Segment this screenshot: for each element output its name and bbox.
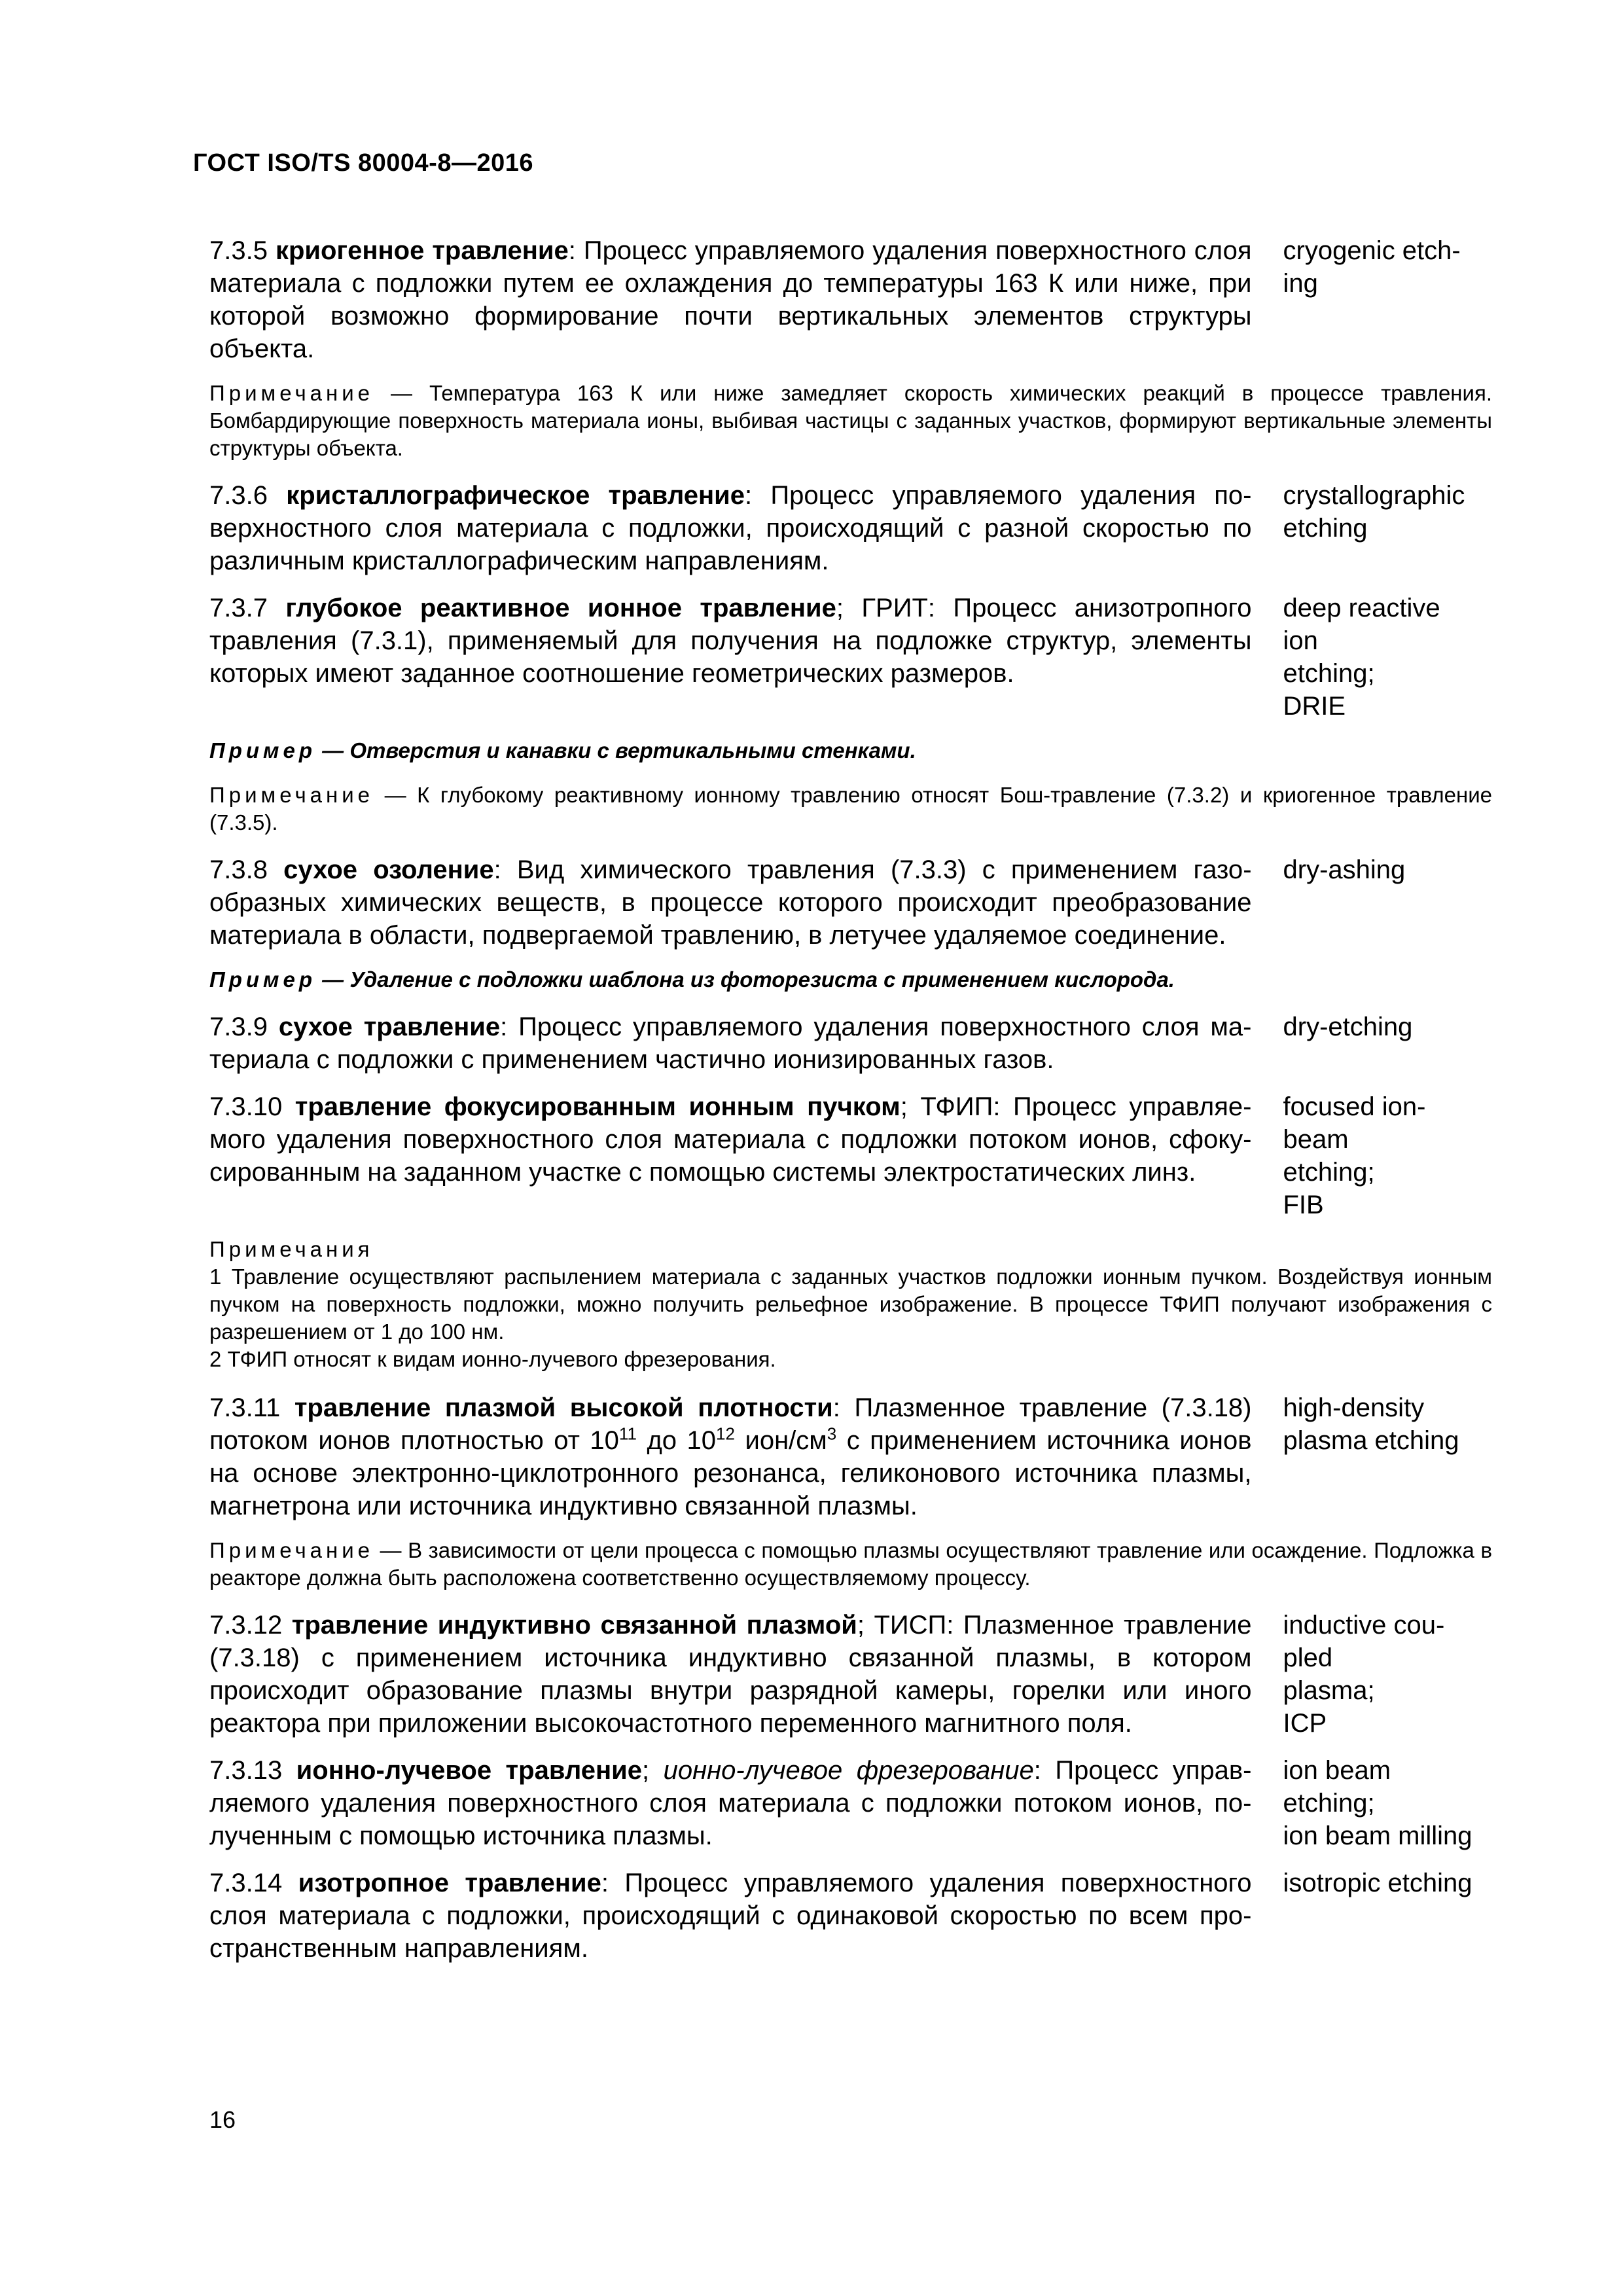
term-synonym: ионно-лучевое фрезерование: [663, 1756, 1034, 1785]
term-english: high-density plasma etching: [1283, 1393, 1459, 1455]
example-label: Пример: [209, 967, 316, 992]
note-dash: —: [374, 381, 430, 405]
note-label: Примечание: [209, 381, 374, 405]
example-7-3-7: [209, 737, 1492, 764]
exponent-11: 11: [618, 1424, 637, 1444]
term-text-b: до 10: [636, 1426, 717, 1455]
term-name: травление фокусированным ионным пучком: [294, 1092, 901, 1121]
note-text: В зависимости от цели процесса с помощью плазмы осуществляют травление или осаждение. Подложка в реакторе должна быть расположена соответственно осуществляемому процессу.: [209, 1538, 1492, 1590]
note-dash: —: [374, 1538, 408, 1562]
example-dash: —: [315, 967, 350, 992]
term-definition: [209, 234, 1252, 365]
term-entry-7-3-9: [209, 1011, 1492, 1076]
term-definition: [209, 1011, 1252, 1076]
document-body: [209, 234, 1492, 1979]
notes-label: Примечания: [209, 1237, 374, 1261]
term-text-a: : Плазменное травление (7.3.18) потоком ионов плотностью от 10: [209, 1393, 1252, 1455]
term-definition: [209, 1609, 1252, 1740]
term-definition: [209, 1867, 1252, 1965]
term-number: 7.3.10: [209, 1092, 283, 1121]
term-name: кристаллографическое травление: [286, 481, 745, 510]
term-text: : Процесс управляемого удаления поверхностного слоя материала с подложки с применением частично ионизированных газов.: [209, 1013, 1252, 1074]
term-definition: [209, 592, 1252, 690]
term-entry-7-3-7: [209, 592, 1492, 723]
example-text: Отверстия и канавки с вертикальными стенками.: [349, 738, 916, 762]
example-text: Удаление с подложки шаблона из фоторезиста с применением кислорода.: [349, 967, 1175, 992]
term-text: ; ТФИП: Процесс управляемого удаления поверхностного слоя материала с подложки потоком ионов, сфокусированным на заданном участке с помощью системы электростатических линз.: [209, 1092, 1252, 1187]
term-name: травление плазмой высокой плотности: [294, 1393, 833, 1422]
term-definition: [209, 1754, 1252, 1852]
term-entry-7-3-8: [209, 853, 1492, 952]
exponent-3: 3: [827, 1424, 837, 1444]
term-number: 7.3.13: [209, 1756, 283, 1785]
term-entry-7-3-5: [209, 234, 1492, 365]
note-text: Температура 163 К или ниже замедляет скорость химических реакций в процессе травления. Бомбардирующие поверхность материала ионы, выбивая частицы с заданных участков, формируют вертикальные элементы структуры объекта.: [209, 381, 1493, 460]
note-dash: —: [374, 783, 418, 807]
note-label: Примечание: [209, 1538, 374, 1562]
term-name: глубокое реактивное ионное травление: [285, 594, 836, 622]
term-number: 7.3.11: [209, 1393, 281, 1422]
term-text: : Вид химического травления (7.3.3) с применением газообразных химических веществ, в процессе которого происходит преобразование материала в области, подвергаемой травлению, в летучее удаляемое соединение.: [209, 855, 1252, 950]
note-7-3-11: [209, 1537, 1492, 1592]
exponent-12: 12: [716, 1424, 735, 1444]
term-number: 7.3.7: [209, 594, 268, 622]
term-english: focused ion- beam etching; FIB: [1283, 1092, 1426, 1219]
term-english: cryogenic etch- ing: [1283, 236, 1461, 298]
term-name: ионно-лучевое травление: [296, 1756, 643, 1785]
term-name: криогенное травление: [275, 236, 569, 265]
term-definition: [209, 853, 1252, 952]
term-text: : Процесс управляемого удаления поверхностного слоя материала с подложки путем ее охлаждения до температуры 163 К или ниже, при которой возможно формирование почти вертикальных элементов структуры объекта.: [209, 236, 1252, 363]
term-number: 7.3.6: [209, 481, 268, 510]
term-number: 7.3.5: [209, 236, 268, 265]
term-english: dry-ashing: [1283, 855, 1406, 884]
term-text-c: ион/см: [734, 1426, 827, 1455]
term-number: 7.3.14: [209, 1869, 283, 1897]
term-definition: [209, 479, 1252, 577]
note-7-3-5: [209, 380, 1492, 462]
term-entry-7-3-10: [209, 1090, 1492, 1221]
term-english: dry-etching: [1283, 1013, 1413, 1041]
term-text: : Процесс управляемого удаления поверхностного слоя материала с подложки потоком ионов, полученным с помощью источника плазмы.: [209, 1756, 1252, 1850]
term-english: isotropic etching: [1283, 1869, 1472, 1897]
term-entry-7-3-13: [209, 1754, 1492, 1852]
term-text: : Процесс управляемого удаления поверхностного слоя материала с подложки, происходящий с одинаковой скоростью по всем пространственным направлениям.: [209, 1869, 1252, 1963]
term-name: травление индуктивно связанной плазмой: [291, 1611, 857, 1640]
term-english: crystallographic etching: [1283, 481, 1465, 543]
term-name: сухое озоление: [283, 855, 494, 884]
term-text: ; ТИСП: Плазменное травление (7.3.18) с применением источника индуктивно связанной плазмы, в котором происходит образование плазмы внутри разрядной камеры, горелки или иного реактора при приложении высокочастотного переменного магнитного поля.: [209, 1611, 1252, 1738]
note-item-2: 2 ТФИП относят к видам ионно-лучевого фрезерования.: [209, 1347, 776, 1371]
term-entry-7-3-12: [209, 1609, 1492, 1740]
example-label: Пример: [209, 738, 316, 762]
term-entry-7-3-14: [209, 1867, 1492, 1965]
note-text: К глубокому реактивному ионному травлению относят Бош-травление (7.3.2) и криогенное травление (7.3.5).: [209, 783, 1492, 834]
term-english: deep reactive ion etching; DRIE: [1283, 594, 1440, 721]
term-number: 7.3.9: [209, 1013, 268, 1041]
example-dash: —: [315, 738, 350, 762]
note-item-1: 1 Травление осуществляют распылением материала с заданных участков подложки ионным пучком. Воздействуя ионным пучком на поверхность подложки, можно получить рельефное изображение. В процессе ТФИП получают изображения с разрешением от 1 до 100 нм.: [209, 1265, 1492, 1344]
term-entry-7-3-11: [209, 1391, 1492, 1522]
term-text: ; ГРИТ: Процесс анизотропного травления (7.3.1), применяемый для получения на подложке структур, элементы которых имеют заданное соотношение геометрических размеров.: [209, 594, 1252, 688]
term-text: : Процесс управляемого удаления поверхностного слоя материала с подложки, происходящий с разной скоростью по различным кристаллографическим направлениям.: [209, 481, 1252, 575]
document-header: ГОСТ ISO/TS 80004-8—2016: [193, 149, 533, 177]
example-7-3-8: [209, 966, 1492, 994]
page-number: 16: [209, 2106, 236, 2133]
term-text-d: с применением источника ионов на основе электронно-циклотронного резонанса, геликонового источника плазмы, магнетрона или источника индуктивно связанной плазмы.: [209, 1426, 1252, 1520]
term-english: ion beam etching; ion beam milling: [1283, 1756, 1472, 1850]
note-7-3-7: [209, 781, 1492, 836]
note-label: Примечание: [209, 783, 374, 807]
term-number: 7.3.12: [209, 1611, 283, 1640]
term-number: 7.3.8: [209, 855, 268, 884]
term-entry-7-3-6: [209, 479, 1492, 577]
term-name: сухое травление: [278, 1013, 501, 1041]
term-definition: [209, 1391, 1252, 1522]
term-name: изотропное травление: [298, 1869, 601, 1897]
notes-7-3-10: [209, 1236, 1492, 1373]
term-english: inductive cou- pled plasma; ICP: [1283, 1611, 1445, 1738]
term-separator: ;: [642, 1756, 664, 1785]
term-definition: [209, 1090, 1252, 1189]
